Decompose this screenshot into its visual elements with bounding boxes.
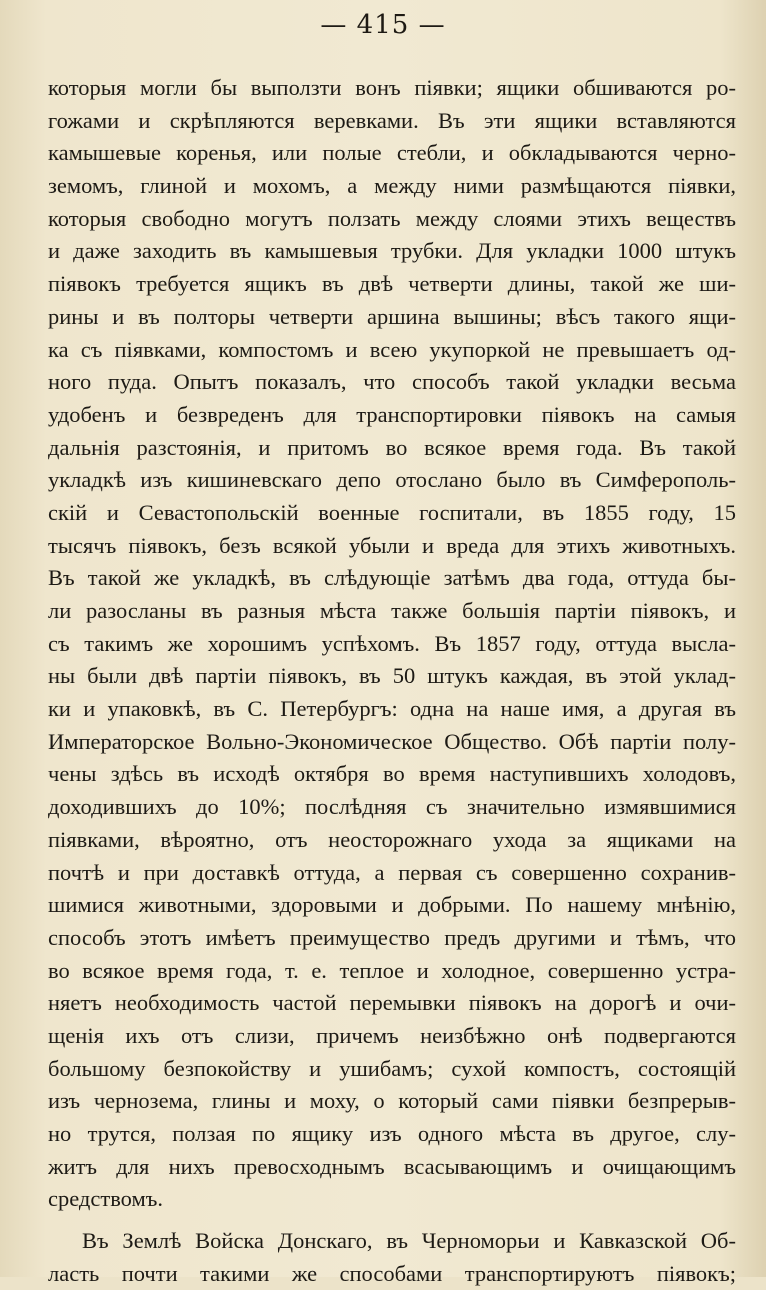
text-line: доходившихъ до 10%; послѣдняя съ значительно измявшимися	[48, 794, 736, 820]
text-line: щенія ихъ отъ слизи, причемъ неизбѣжно онѣ подвергаются	[48, 1022, 736, 1048]
text-line: изъ чернозема, глины и моху, о который сами піявки безпрерыв-	[48, 1088, 736, 1114]
text-line: которыя могли бы выползти вонъ піявки; ящики обшиваются ро-	[48, 75, 736, 100]
text-line: во всякое время года, т. е. теплое и холодное, совершенно устра-	[48, 957, 736, 983]
text-line: гожами и скрѣпляются веревками. Въ эти ящики вставляются	[48, 107, 736, 133]
text-line: большому безпокойству и ушибамъ; сухой компостъ, состоящій	[48, 1055, 736, 1081]
text-line: ли разосланы въ разныя мѣста также большія партіи піявокъ, и	[48, 598, 736, 623]
text-line: ка съ піявками, компостомъ и всею укупоркой не превышаетъ од-	[48, 336, 736, 362]
text-line: съ такимъ же хорошимъ успѣхомъ. Въ 1857 году, оттуда высла-	[48, 630, 736, 656]
text-line: скій и Севастопольскій военные госпитали, въ 1855 году, 15	[48, 499, 736, 525]
text-line: но трутся, ползая по ящику изъ одного мѣста въ другое, слу-	[48, 1121, 736, 1146]
text-line: укладкѣ изъ кишиневскаго депо отослано было въ Симферополь-	[48, 467, 736, 493]
text-line: ны были двѣ партіи піявокъ, въ 50 штукъ каждая, въ этой уклад-	[48, 663, 736, 689]
text-line: рины и въ полторы четверти аршина вышины; вѣсъ такого ящи-	[48, 303, 736, 329]
text-line: способъ этотъ имѣетъ преимущество предъ другими и тѣмъ, что	[48, 924, 736, 950]
text-line: шимися животными, здоровыми и добрыми. По нашему мнѣнію,	[48, 892, 736, 918]
text-line: Императорское Вольно-Экономическое Общество. Обѣ партіи полу-	[48, 728, 736, 754]
text-line: удобенъ и безвреденъ для транспортировки піявокъ на самыя	[48, 401, 736, 427]
text-line: и даже заходить въ камышевыя трубки. Для укладки 1000 штукъ	[48, 238, 736, 264]
text-line: ного пуда. Опытъ показалъ, что способъ такой укладки весьма	[48, 369, 736, 395]
text-line: которыя свободно могутъ ползать между слоями этихъ веществъ	[48, 205, 736, 231]
page-number: — 415 —	[320, 10, 446, 40]
paragraph	[48, 72, 736, 1216]
text-line: ки и упаковкѣ, въ С. Петербургъ: одна на наше имя, а другая въ	[48, 696, 736, 722]
text-line: ласть почти такими же способами транспортируютъ піявокъ;	[48, 1260, 736, 1286]
body-text	[48, 72, 736, 1290]
text-line: земомъ, глиной и мохомъ, а между ними размѣщаются піявки,	[48, 173, 736, 199]
paragraph-gap	[48, 1216, 736, 1225]
text-line: піявками, вѣроятно, отъ неосторожнаго ухода за ящиками на	[48, 826, 736, 852]
text-line: Въ Землѣ Войска Донскаго, въ Черноморьи и Кавказской Об-	[82, 1228, 736, 1254]
text-line: няетъ необходимость частой перемывки піявокъ на дорогѣ и очи-	[48, 990, 736, 1016]
paragraph	[48, 1225, 736, 1290]
text-line: средствомъ.	[48, 1186, 163, 1212]
text-line: чены здѣсь въ исходѣ октября во время наступившихъ холодовъ,	[48, 761, 736, 787]
text-line: дальнія разстоянія, и притомъ во всякое время года. Въ такой	[48, 434, 736, 460]
text-line: піявокъ требуется ящикъ въ двѣ четверти длины, такой же ши-	[48, 271, 736, 297]
text-line: житъ для нихъ превосходнымъ всасывающимъ и очищающимъ	[48, 1153, 736, 1179]
text-line: почтѣ и при доставкѣ оттуда, а первая съ совершенно сохранив-	[48, 859, 736, 885]
text-line: тысячъ піявокъ, безъ всякой убыли и вреда для этихъ животныхъ.	[48, 532, 736, 558]
text-line: камышевые коренья, или полые стебли, и обкладываются черно-	[48, 140, 736, 166]
text-line: Въ такой же укладкѣ, въ слѣдующіе затѣмъ два года, оттуда бы-	[48, 565, 736, 591]
